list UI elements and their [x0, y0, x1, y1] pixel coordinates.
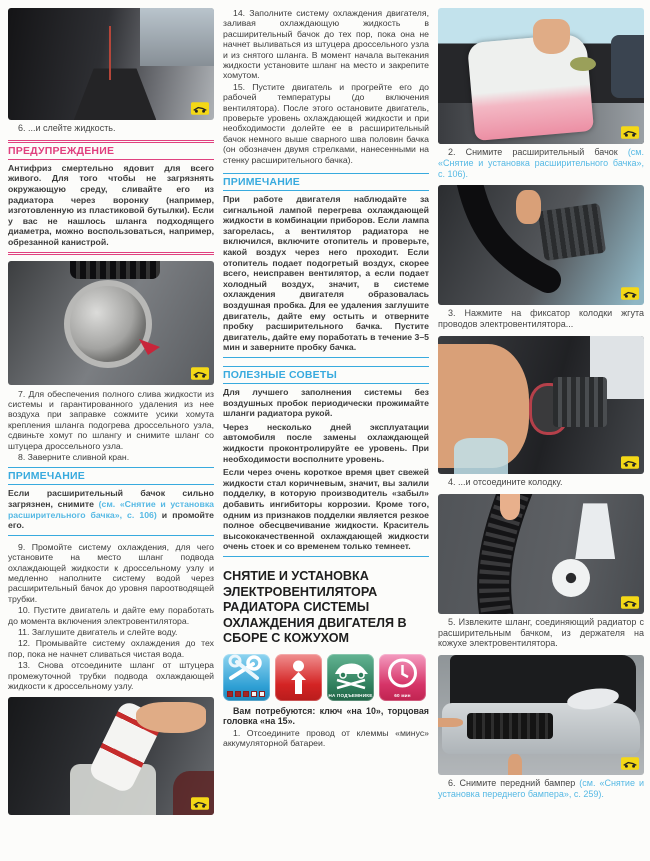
step-12: 12. Промывайте систему охлаждения до тех пор, пока не начнет сливаться чистая вода. — [8, 638, 214, 659]
photo-marker-icon — [191, 102, 209, 115]
photo-highlight — [140, 8, 214, 66]
photo-marker-icon — [621, 456, 639, 469]
one-person-badge — [275, 654, 322, 701]
tips-title: ПОЛЕЗНЫЕ СОВЕТЫ — [223, 367, 429, 384]
corrugated-hose — [70, 261, 161, 280]
section-title: СНЯТИЕ И УСТАНОВКА ЭЛЕКТРОВЕНТИЛЯТОРА РАДИАТОРА СИСТЕМЫ ОХЛАЖДЕНИЯ ДВИГАТЕЛЯ В СБОРЕ С КОЖУХОМ — [223, 568, 407, 646]
step-14: 14. Заполните систему охлаждения двигателя, заливая охлаждающую жидкость в расширительный бачок до тех пор, пока она не начнет выливаться из штуцера дроссельного узла и из снятого шланга. В момент начала вытекания жидкости установите шланг на место и закрепите хомутом. — [223, 8, 429, 81]
right-column — [438, 8, 644, 861]
photo-front-bumper — [438, 655, 644, 775]
arm-shape — [508, 754, 522, 776]
photo-marker-icon — [191, 367, 209, 380]
hose-shape — [438, 185, 644, 305]
note-body: При работе двигателя наблюдайте за сигнальной лампой перегрева охлаждающей жидкости в комбинации приборов. Если лампа загорелась, а вентилятор радиатора не включился, включите отопитель и проверьте, какой воздух через него проходит. Если отопитель подает подогретый воздух, скорее всего, неисправен вентилятор, а если подает холодный воздух, значит, в системе охлаждения двигателя образовалась воздушная пробка. Для ее удаления заглушите двигатель, дайте ему остыть и отверните пробку расширительного бачка. Пустите двигатель, дайте ему поработать в течение 3–5 мин и заверните пробку бачка. — [223, 194, 429, 353]
clock-icon — [379, 654, 426, 694]
warning-block — [8, 140, 214, 255]
step-13: 13. Снова отсоедините шланг от штуцера промежуточной трубки подвода охлаждающей жидкости к дроссельному узлу. — [8, 660, 214, 692]
engine-cover — [611, 35, 644, 98]
photo-marker-icon — [621, 126, 639, 139]
red-rod — [109, 26, 111, 80]
step-7: 7. Для обеспечения полного слива жидкости из системы и гарантированного удаления из нее воздуха при заправке сожмите усики хомута крепления шланга подогрева дроссельного узла, сдвиньте хомут по шлангу и снимите шланг со штуцера дроссельного узла. — [8, 388, 214, 451]
cross-reference-link: (см. «Снятие и установка переднего бампера», с. 259). — [438, 778, 644, 799]
funnel-shape — [74, 68, 156, 120]
wrench-icon — [223, 654, 270, 688]
lift-badge-label: НА ПОДЪЕМНИКЕ — [328, 692, 373, 698]
left-column — [8, 8, 214, 861]
caption-step2 — [438, 147, 644, 179]
tips-block — [223, 366, 429, 557]
connector-block — [553, 377, 607, 427]
finger-shape — [516, 190, 541, 224]
middle-column — [223, 8, 429, 861]
tank-shape — [467, 33, 595, 141]
difficulty-badge — [223, 654, 270, 701]
time-badge — [379, 654, 426, 701]
note-text: Если расширительный бачок сильно загрязнен, снимите — [8, 488, 214, 509]
note-title: ПРИМЕЧАНИЕ — [223, 174, 429, 191]
caption-step4: 4. ...и отсоедините колодку. — [448, 476, 563, 487]
photo-disconnect-connector — [438, 336, 644, 474]
step-1: 1. Отсоедините провод от клеммы «минус» аккумуляторной батареи. — [223, 728, 429, 749]
lift-badge — [327, 654, 374, 701]
photo-marker-icon — [621, 287, 639, 300]
step-15: 15. Пустите двигатель и прогрейте его до рабочей температуры (до включения вентилятора). После этого остановите двигатель, проверьте уровень охлаждающей жидкости и при необходимости долейте ее в расширительный бачок немного выше сварного шва половин бачка (он обозначен двумя стрелками, нанесенными на стенку расширительного бачка). — [223, 81, 429, 165]
person-icon — [275, 654, 322, 701]
hand-shape — [136, 702, 206, 733]
caption-step5: 5. Извлеките шланг, соединяющий радиатор с расширительным бачком, из держателя на кожухе электровентилятора. — [438, 616, 644, 649]
cross-reference-link: (см. «Снятие и установка расширительного бачка», с. 106). — [438, 147, 644, 179]
finger-shape — [500, 494, 521, 520]
grille-shape — [467, 713, 554, 739]
step-9: 9. Промойте систему охлаждения, для чего установите на место шланг подвода охлаждающей жидкости к дроссельному узлу и медленно наполните систему водой через расширительный бачок до уровня пароотводящей трубки. — [8, 541, 214, 604]
photo-expansion-tank — [438, 8, 644, 144]
car-on-lift-icon — [327, 654, 374, 690]
note-text: и промойте его. — [8, 509, 214, 531]
light-patch — [454, 438, 508, 474]
connector-block — [538, 203, 606, 262]
photo-connector-latch — [438, 185, 644, 305]
caption-step6: 6. ...и слейте жидкость. — [18, 123, 116, 133]
step-8: 8. Заверните сливной кран. — [18, 451, 130, 462]
tip-2: Через несколько дней эксплуатации автомобиля после замены охлаждающей жидкости проконтролируйте ее уровень. При необходимости восполните уровень. — [223, 421, 429, 464]
caption-step3: 3. Нажмите на фиксатор колодки жгута проводов электровентилятора... — [438, 308, 644, 330]
note-block-left — [8, 467, 214, 535]
time-badge-label: 60 мин — [394, 692, 411, 698]
hand-shape — [533, 19, 570, 54]
tank-cap — [570, 57, 596, 71]
cross-reference-link: (см. «Снятие и установка расширительного бачка», с. 106) — [8, 498, 214, 520]
photo-hose-holder — [438, 494, 644, 614]
difficulty-level — [227, 691, 265, 697]
caption-step6 — [438, 778, 644, 800]
note-block-middle — [223, 173, 429, 358]
photo-pouring-bottle — [8, 697, 214, 815]
tools-required: Вам потребуются: ключ «на 10», торцовая головка «на 15». — [223, 705, 429, 727]
note-title: ПРИМЕЧАНИЕ — [8, 468, 214, 485]
photo-marker-icon — [621, 757, 639, 770]
photo-marker-icon — [191, 797, 209, 810]
step-10: 10. Пустите двигатель и дайте ему поработать до момента включения электровентилятора. — [8, 605, 214, 626]
caption-text: 2. Снимите расширительный бачок — [448, 147, 628, 157]
photo-drain-fluid — [8, 8, 214, 120]
warning-body: Антифриз смертельно ядовит для всего живого. Для того чтобы не загрязнять окружающую среду, сливайте его из радиатора через воронку (например, изготовленную из пластиковой бутылки). Если у вас не нашлось шланга подходящего диаметра, можно воспользоваться, например, обрезанной канистрой. — [8, 162, 214, 247]
arm-shape — [438, 718, 463, 728]
caption-text: 6. Снимите передний бампер — [448, 778, 580, 789]
photo-marker-icon — [621, 596, 639, 609]
step-11: 11. Заглушите двигатель и слейте воду. — [18, 627, 178, 638]
job-badges — [223, 654, 429, 701]
note-body — [8, 485, 214, 534]
tip-1: Для лучшего заполнения системы без воздушных пробок периодически прожимайте шланги радиатора рукой. — [223, 387, 429, 419]
photo-throttle-body — [8, 261, 214, 385]
tip-3: Если через очень короткое время цвет свежей жидкости стал коричневым, значит, вы залили подделку, в которую производитель «забыл» добавить ингибиторы коррозии. Кроме того, одним из признаков подделки является резкое полное обесцвечивание жидкости. Краситель высококачественной охлаждающей жидкости очень стоек и со временем только темнеет. — [223, 467, 429, 552]
warning-title: ПРЕДУПРЕЖДЕНИЕ — [8, 143, 214, 160]
red-arrow-icon — [136, 335, 164, 357]
